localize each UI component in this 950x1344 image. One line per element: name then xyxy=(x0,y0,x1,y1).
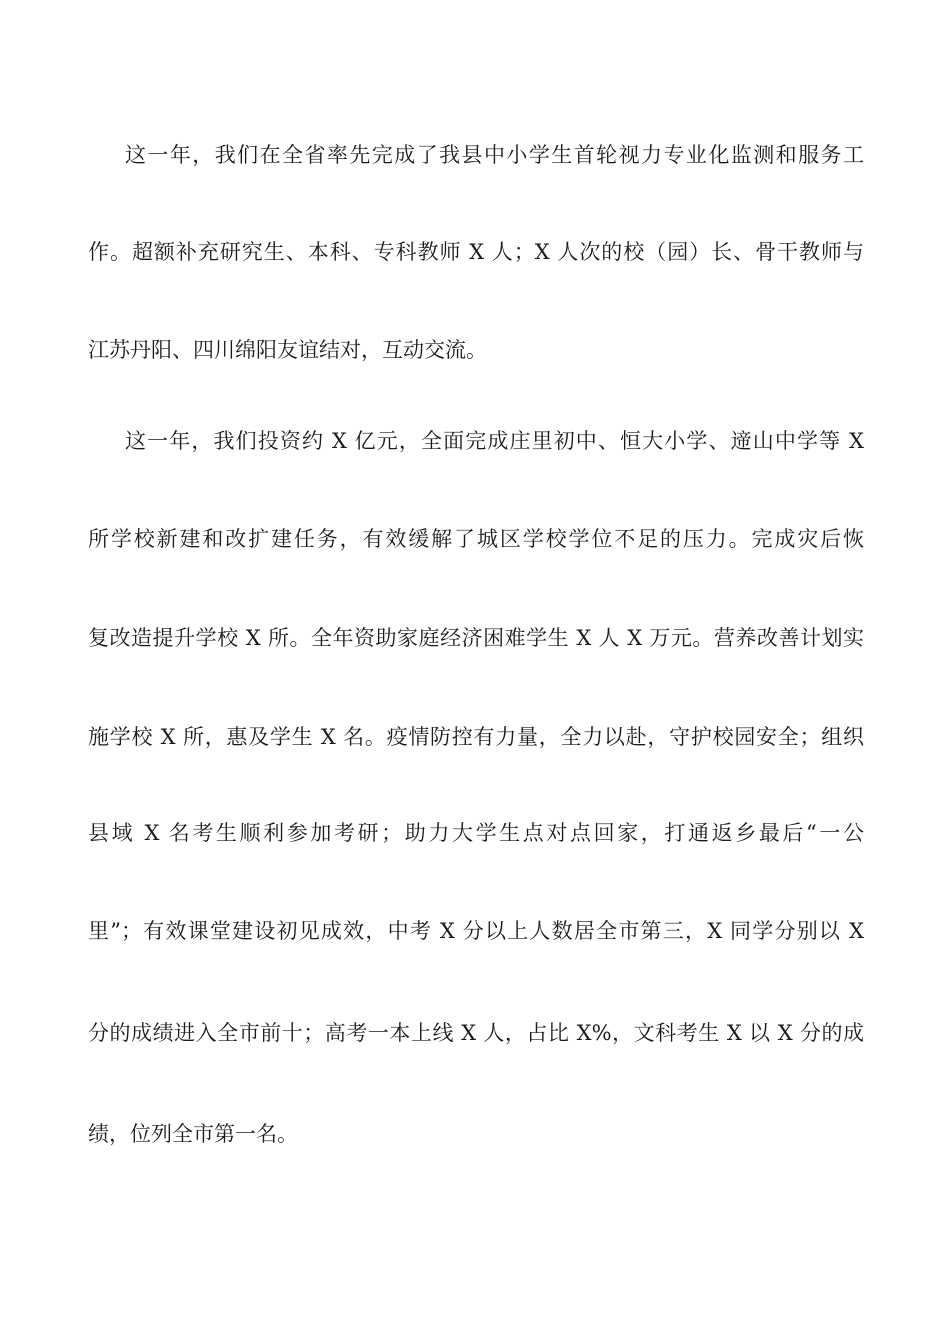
paragraph-1-line-1: 这一年，我们在全省率先完成了我县中小学生首轮视力专业化监测和服务工 xyxy=(125,143,864,167)
paragraph-2-line-1: 这一年，我们投资约 X 亿元，全面完成庄里初中、恒大小学、遆山中学等 X xyxy=(125,429,864,453)
paragraph-2-line-5: 县域 X 名考生顺利参加考研；助力大学生点对点回家，打通返乡最后“一公 xyxy=(88,821,864,845)
paragraph-2-line-8: 绩，位列全市第一名。 xyxy=(88,1122,298,1146)
paragraph-2-line-7: 分的成绩进入全市前十；高考一本上线 X 人，占比 X%，文科考生 X 以 X 分的成 xyxy=(88,1021,864,1045)
paragraph-2-line-2: 所学校新建和改扩建任务，有效缓解了城区学校学位不足的压力。完成灾后恢 xyxy=(88,527,864,551)
paragraph-1-line-2: 作。超额补充研究生、本科、专科教师 X 人；X 人次的校（园）长、骨干教师与 xyxy=(88,240,864,264)
paragraph-2-line-4: 施学校 X 所，惠及学生 X 名。疫情防控有力量，全力以赴，守护校园安全；组织 xyxy=(88,725,864,749)
paragraph-1-line-3: 江苏丹阳、四川绵阳友谊结对，互动交流。 xyxy=(88,338,487,362)
paragraph-2-line-6: 里”；有效课堂建设初见成效，中考 X 分以上人数居全市第三，X 同学分别以 X xyxy=(88,919,864,943)
paragraph-2-line-3: 复改造提升学校 X 所。全年资助家庭经济困难学生 X 人 X 万元。营养改善计划实 xyxy=(88,626,864,650)
